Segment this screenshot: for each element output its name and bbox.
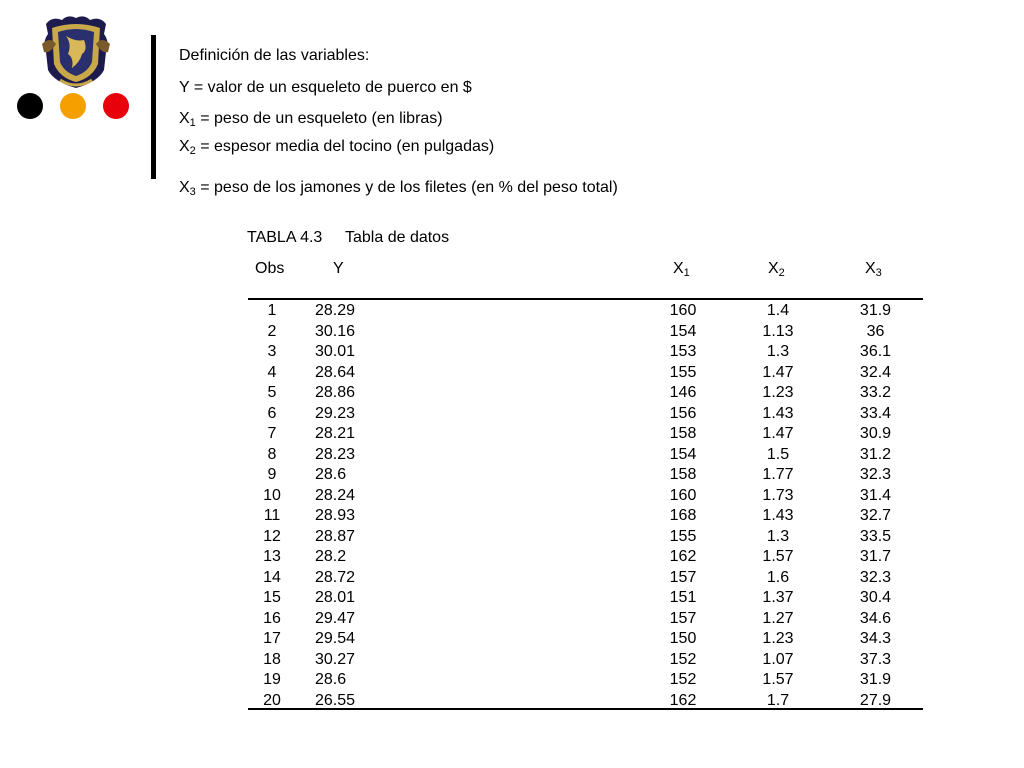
table-body (248, 301, 923, 711)
cell-y: 29.54 (315, 630, 356, 647)
header-x1: $X_1$ (673, 260, 690, 279)
table-header-rule (248, 298, 923, 300)
cell-x3: 33.2 (859, 384, 892, 401)
cell-obs: 13 (263, 548, 281, 565)
definition-y: Y = valor de un esqueleto de puerco en $ (179, 79, 472, 96)
cell-x3: 32.3 (859, 568, 892, 586)
cell-x3: 34.3 (859, 630, 892, 647)
table-row (248, 609, 923, 630)
cell-x1: 162 (669, 548, 697, 565)
table-row (248, 424, 923, 445)
cell-x3: 33.5 (859, 527, 892, 545)
cell-x2: 1.6 (766, 568, 790, 586)
cell-x1: 154 (669, 445, 697, 463)
cell-x3: 30.4 (859, 589, 892, 606)
black-dot-icon (17, 93, 43, 119)
cell-x1: 160 (669, 486, 697, 504)
cell-x2: 1.23 (762, 384, 794, 401)
cell-x2: 1.4 (766, 302, 790, 319)
cell-obs: 1 (267, 302, 277, 319)
cell-y: 28.6 (315, 466, 347, 483)
cell-y: 28.21 (315, 425, 356, 442)
cell-y: 30.16 (315, 322, 356, 340)
red-dot-icon (103, 93, 129, 119)
header-x3: $X_3$ (865, 260, 882, 279)
cell-y: 30.01 (315, 343, 356, 360)
cell-obs: 8 (267, 445, 277, 463)
table-bottom-rule (248, 708, 923, 710)
cell-y: 28.64 (315, 363, 356, 381)
table-row (248, 445, 923, 466)
cell-x1: 158 (669, 466, 697, 483)
cell-x2: 1.5 (766, 445, 790, 463)
table-row (248, 404, 923, 425)
cell-x1: 158 (669, 425, 697, 442)
cell-x3: 31.9 (859, 302, 892, 319)
cell-x1: 157 (669, 568, 697, 586)
cell-x2: 1.3 (766, 527, 790, 545)
cell-x1: 155 (669, 527, 697, 545)
cell-obs: 18 (263, 650, 281, 668)
cell-x3: 33.4 (859, 404, 892, 422)
table-row (248, 588, 923, 609)
cell-y: 28.72 (315, 568, 356, 586)
cell-obs: 12 (263, 527, 281, 545)
table-row (248, 322, 923, 343)
table-row (248, 301, 923, 322)
cell-x2: 1.07 (762, 650, 794, 668)
table-row (248, 465, 923, 486)
cell-x1: 150 (669, 630, 697, 647)
table-row (248, 506, 923, 527)
cell-x2: 1.23 (762, 630, 794, 647)
cell-x2: 1.13 (762, 322, 794, 340)
cell-x1: 160 (669, 302, 697, 319)
cell-obs: 10 (263, 486, 281, 504)
table-row (248, 383, 923, 404)
cell-x1: 146 (669, 384, 697, 401)
cell-x3: 34.6 (859, 609, 892, 627)
cell-x1: 155 (669, 363, 697, 381)
cell-x1: 151 (669, 589, 697, 606)
header-obs: Obs (255, 260, 285, 277)
table-title: Tabla de datos (345, 229, 450, 246)
cell-x1: 168 (669, 507, 697, 524)
cell-obs: 16 (263, 609, 281, 627)
cell-x3: 31.2 (859, 445, 892, 463)
header-y: Y (333, 260, 344, 277)
orange-dot-icon (60, 93, 86, 119)
cell-obs: 14 (263, 568, 281, 586)
cell-obs: 7 (267, 425, 277, 442)
cell-x2: 1.73 (762, 486, 794, 504)
cell-x3: 36.1 (859, 343, 892, 360)
cell-x2: 1.43 (762, 507, 794, 524)
definition-x3: $X_3$ = peso de los jamones y de los filetes (en % del peso total) (179, 179, 618, 198)
definition-x2: $X_2$ = espesor media del tocino (en pulgadas) (179, 138, 495, 157)
cell-y: 28.87 (315, 527, 356, 545)
cell-x2: 1.7 (766, 691, 790, 709)
cell-x3: 32.4 (859, 363, 892, 381)
table-row (248, 363, 923, 384)
cell-x3: 27.9 (859, 691, 892, 709)
definition-x1: $X_1$ = peso de un esqueleto (en libras) (179, 110, 443, 129)
cell-x2: 1.77 (762, 466, 794, 483)
cell-obs: 9 (267, 466, 277, 483)
cell-y: 28.86 (315, 384, 356, 401)
table-row (248, 547, 923, 568)
table-row (248, 527, 923, 548)
cell-obs: 6 (267, 404, 277, 422)
cell-x1: 156 (669, 404, 697, 422)
definitions-title: Definición de las variables: (179, 47, 370, 64)
cell-x1: 162 (669, 691, 697, 709)
cell-obs: 2 (267, 322, 277, 340)
cell-obs: 19 (263, 671, 281, 688)
cell-x3: 36 (866, 322, 885, 340)
cell-obs: 3 (267, 343, 277, 360)
vertical-divider (151, 35, 156, 179)
cell-x2: 1.47 (762, 425, 794, 442)
cell-x2: 1.47 (762, 363, 794, 381)
cell-x3: 32.7 (859, 507, 892, 524)
cell-x1: 153 (669, 343, 697, 360)
cell-x1: 152 (669, 671, 697, 688)
table-row (248, 486, 923, 507)
cell-x3: 31.4 (859, 486, 892, 504)
cell-obs: 17 (263, 630, 281, 647)
table-row (248, 568, 923, 589)
cell-x3: 31.9 (859, 671, 892, 688)
cell-x2: 1.57 (762, 548, 794, 565)
cell-obs: 20 (263, 691, 281, 709)
cell-y: 28.6 (315, 671, 347, 688)
cell-obs: 5 (267, 384, 277, 401)
table-row (248, 629, 923, 650)
cell-y: 28.93 (315, 507, 356, 524)
table-row (248, 342, 923, 363)
cell-x2: 1.37 (762, 589, 794, 606)
cell-y: 28.2 (315, 548, 347, 565)
table-row (248, 650, 923, 671)
table-row (248, 670, 923, 691)
cell-x3: 37.3 (859, 650, 892, 668)
cell-x2: 1.3 (766, 343, 790, 360)
cell-obs: 4 (267, 363, 277, 381)
table-caption (247, 229, 449, 247)
cell-y: 28.01 (315, 589, 356, 606)
table-number: TABLA 4.3 (247, 229, 323, 246)
cell-y: 26.55 (315, 691, 356, 709)
cell-obs: 15 (263, 589, 281, 606)
cell-x3: 31.7 (859, 548, 892, 565)
cell-x2: 1.43 (762, 404, 794, 422)
cell-x2: 1.27 (762, 609, 794, 627)
cell-x3: 30.9 (859, 425, 892, 442)
cell-y: 29.47 (315, 609, 356, 627)
cell-x1: 157 (669, 609, 697, 627)
cell-y: 28.29 (315, 302, 356, 319)
cell-x3: 32.3 (859, 466, 892, 483)
cell-x1: 154 (669, 322, 697, 340)
cell-x1: 152 (669, 650, 697, 668)
cell-x2: 1.57 (762, 671, 794, 688)
header-x2: $X_2$ (768, 260, 785, 279)
cell-y: 30.27 (315, 650, 356, 668)
university-crest-icon (38, 14, 114, 90)
cell-y: 28.23 (315, 445, 356, 463)
cell-y: 28.24 (315, 486, 356, 504)
cell-y: 29.23 (315, 404, 356, 422)
cell-obs: 11 (263, 507, 281, 524)
